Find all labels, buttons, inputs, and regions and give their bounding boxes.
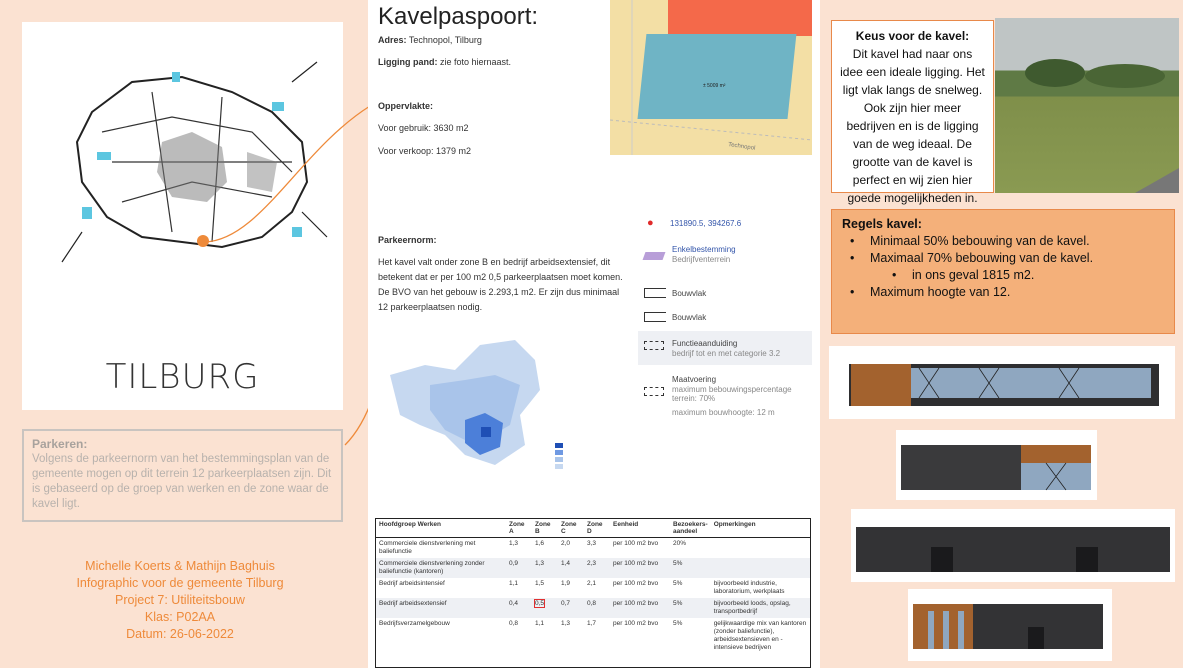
parking-info-box bbox=[22, 429, 343, 522]
col-header: Zone A bbox=[506, 519, 532, 538]
table-cell: gelijkwaardige mix van kantoren (zonder baliefunctie), arbeidsextensieven en - intensieve bedrijven bbox=[713, 620, 807, 651]
enkelbestemming-swatch-icon bbox=[643, 252, 666, 260]
col-header: Hoofdgroep Werken bbox=[376, 519, 506, 538]
credits-block bbox=[30, 558, 330, 643]
address-value: Technopol, Tilburg bbox=[406, 35, 482, 45]
col-header: Bezoekers-aandeel bbox=[670, 519, 711, 538]
maatvoering-icon bbox=[644, 387, 664, 396]
table-cell: per 100 m2 bvo bbox=[613, 620, 659, 627]
parking-body: Volgens de parkeernorm van het bestemmingsplan van de gemeente mogen op dit terrein 12 parkeerplaatsen zijn. Dit is gebaseerd op de groep van werken en de zone waar de kavel ligt. bbox=[32, 453, 332, 510]
table-cell: Bedrijfsverzamelgebouw bbox=[379, 620, 450, 627]
highlight-zone-b-value: 0,5 bbox=[535, 600, 545, 607]
table-cell: 1,9 bbox=[561, 580, 571, 587]
map-pin-icon: ● bbox=[647, 217, 654, 229]
table-cell: 2,3 bbox=[584, 558, 610, 578]
col-header: Zone C bbox=[558, 519, 584, 538]
table-cell: 5% bbox=[673, 620, 683, 627]
table-cell: bijvoorbeeld loods, opslag, transportbedrijf bbox=[711, 598, 810, 618]
table-cell: 3,3 bbox=[587, 540, 597, 547]
rule-min-coverage: • Minimaal 50% bebouwing van de kavel. bbox=[842, 233, 1164, 250]
table-cell: 0,7 bbox=[558, 598, 584, 618]
table-row bbox=[376, 618, 810, 654]
rules-heading: Regels kavel: bbox=[842, 217, 922, 231]
plot-rules-box bbox=[831, 209, 1175, 334]
legend-maat-2: maximum bouwhoogte: 12 m bbox=[672, 408, 775, 417]
city-title: TILBURG bbox=[105, 357, 260, 397]
table-cell: 5% bbox=[670, 598, 711, 618]
table-cell: per 100 m2 bvo bbox=[613, 540, 659, 547]
plot-site-map bbox=[610, 0, 812, 155]
table-cell: 1,7 bbox=[587, 620, 597, 627]
location-label: Ligging pand: bbox=[378, 57, 438, 67]
credits-date: Datum: 26-06-2022 bbox=[126, 627, 234, 641]
bouwvlak-icon bbox=[644, 288, 666, 298]
table-cell: 1,3 bbox=[561, 620, 571, 627]
choice-body: Dit kavel had naar ons idee een ideale ligging. Het ligt vlak langs de snelweg. Ook zijn hier meer bedrijven en is de ligging van de weg ideaal. De grootte van de kavel is perfect en wij zien hier goede mogelijkheden in. bbox=[840, 47, 985, 205]
table-cell: per 100 m2 bvo bbox=[613, 580, 659, 587]
table-cell: 0,8 bbox=[584, 598, 610, 618]
location-line bbox=[378, 55, 511, 70]
table-cell: 0,9 bbox=[506, 558, 532, 578]
table-cell: 1,4 bbox=[558, 558, 584, 578]
credits-subtitle: Infographic voor de gemeente Tilburg bbox=[76, 576, 284, 590]
col-header: Zone D bbox=[584, 519, 610, 538]
page-title: Kavelpaspoort: bbox=[378, 3, 539, 30]
bouwvlak-icon bbox=[644, 312, 666, 322]
col-header: Zone B bbox=[532, 519, 558, 538]
table-cell bbox=[711, 538, 810, 559]
table-cell: 2,0 bbox=[561, 540, 571, 547]
location-marker bbox=[197, 235, 209, 247]
legend-enkel-sub: Bedrijfventerrein bbox=[672, 255, 731, 264]
table-header-row bbox=[376, 519, 810, 538]
city-map-illustration bbox=[22, 22, 343, 352]
table-cell: 1,6 bbox=[535, 540, 545, 547]
legend-functie-sub: bedrijf tot en met categorie 3.2 bbox=[672, 349, 781, 358]
parking-norm-table bbox=[375, 518, 811, 668]
legend-bouwvlak-2: Bouwvlak bbox=[672, 313, 707, 322]
table-cell: per 100 m2 bvo bbox=[610, 598, 670, 618]
credits-authors: Michelle Koerts & Mathijn Baghuis bbox=[85, 559, 275, 573]
col-header: Opmerkingen bbox=[711, 519, 810, 538]
table-cell: per 100 m2 bvo bbox=[610, 558, 670, 578]
plot-street-label: Technopol bbox=[727, 142, 756, 152]
table-cell: 1,1 bbox=[535, 620, 545, 627]
table-cell: Bedrijf arbeidsextensief bbox=[376, 598, 506, 618]
table-cell: 1,5 bbox=[535, 580, 545, 587]
rule-max-coverage: • Maximaal 70% bebouwing van de kavel. bbox=[842, 250, 1164, 267]
elevation-right bbox=[908, 589, 1112, 661]
highlighted-cell bbox=[532, 598, 558, 618]
table-cell: 2,1 bbox=[587, 580, 597, 587]
location-value: zie foto hiernaast. bbox=[437, 57, 512, 67]
parking-zone-map bbox=[385, 335, 585, 475]
tilburg-city-map-card bbox=[22, 22, 343, 410]
table-cell: Bedrijf arbeidsintensief bbox=[379, 580, 445, 587]
legend-enkel-title: Enkelbestemming bbox=[672, 245, 736, 254]
table-cell: bijvoorbeeld industrie, laboratorium, werkplaats bbox=[713, 580, 785, 595]
credits-project: Project 7: Utiliteitsbouw bbox=[115, 593, 245, 607]
table-cell: Commerciele dienstverlening met baliefunctie bbox=[379, 540, 476, 555]
col-header: Eenheid bbox=[610, 519, 670, 538]
area-heading: Oppervlakte: bbox=[378, 101, 434, 111]
choice-heading: Keus voor de kavel: bbox=[855, 29, 970, 43]
elevation-rear bbox=[851, 509, 1175, 582]
rule-max-height: • Maximum hoogte van 12. bbox=[842, 284, 1164, 301]
area-use: Voor gebruik: 3630 m2 bbox=[378, 123, 469, 133]
area-sale: Voor verkoop: 1379 m2 bbox=[378, 146, 472, 156]
table-row bbox=[376, 578, 810, 598]
parking-norm-text: Het kavel valt onder zone B en bedrijf arbeidsextensief, dit betekent dat er per 100 m2 0,5 parkeerplaatsen moet komen. De BVO van het gebouw is 2.293,1 m2. Er zijn dus minimaal 12 parkeerplaatsen nodig. bbox=[378, 257, 623, 312]
legend-functie-title: Functieaanduiding bbox=[672, 339, 738, 348]
table-cell: 20% bbox=[673, 540, 687, 547]
functieaanduiding-icon bbox=[644, 341, 664, 350]
table-cell: 5% bbox=[673, 580, 683, 587]
legend-maat-1: maximum bebouwingspercentage terrein: 70% bbox=[672, 385, 792, 403]
table-cell: 0,4 bbox=[506, 598, 532, 618]
zoning-legend bbox=[638, 210, 812, 432]
plot-choice-box bbox=[831, 20, 994, 205]
table-row bbox=[376, 598, 810, 618]
table-cell: 1,1 bbox=[509, 580, 519, 587]
elevation-left bbox=[896, 430, 1097, 500]
credits-class: Klas: P02AA bbox=[144, 610, 216, 624]
legend-coords: 131890.5, 394267.6 bbox=[670, 219, 742, 228]
parking-norm-heading: Parkeernorm: bbox=[378, 235, 437, 245]
table-row bbox=[376, 558, 810, 578]
legend-maat-title: Maatvoering bbox=[672, 375, 717, 384]
table-cell: 1,3 bbox=[532, 558, 558, 578]
plot-field-photo bbox=[995, 18, 1179, 193]
table-cell bbox=[711, 558, 810, 578]
table-cell: 0,8 bbox=[509, 620, 519, 627]
address-line bbox=[378, 33, 482, 48]
legend-functie-row bbox=[638, 331, 812, 365]
elevation-front bbox=[829, 346, 1175, 419]
parking-heading: Parkeren: bbox=[32, 437, 88, 451]
table-cell: Commerciele dienstverlening zonder baliefunctie (kantoren) bbox=[376, 558, 506, 578]
address-label: Adres: bbox=[378, 35, 407, 45]
table-cell: 5% bbox=[670, 558, 711, 578]
rule-max-coverage-detail: • in ons geval 1815 m2. bbox=[842, 267, 1164, 284]
table-row bbox=[376, 538, 810, 559]
plot-area-label: ± 5009 m² bbox=[703, 83, 726, 89]
legend-bouwvlak-1: Bouwvlak bbox=[672, 289, 707, 298]
table-cell: 1,3 bbox=[509, 540, 519, 547]
